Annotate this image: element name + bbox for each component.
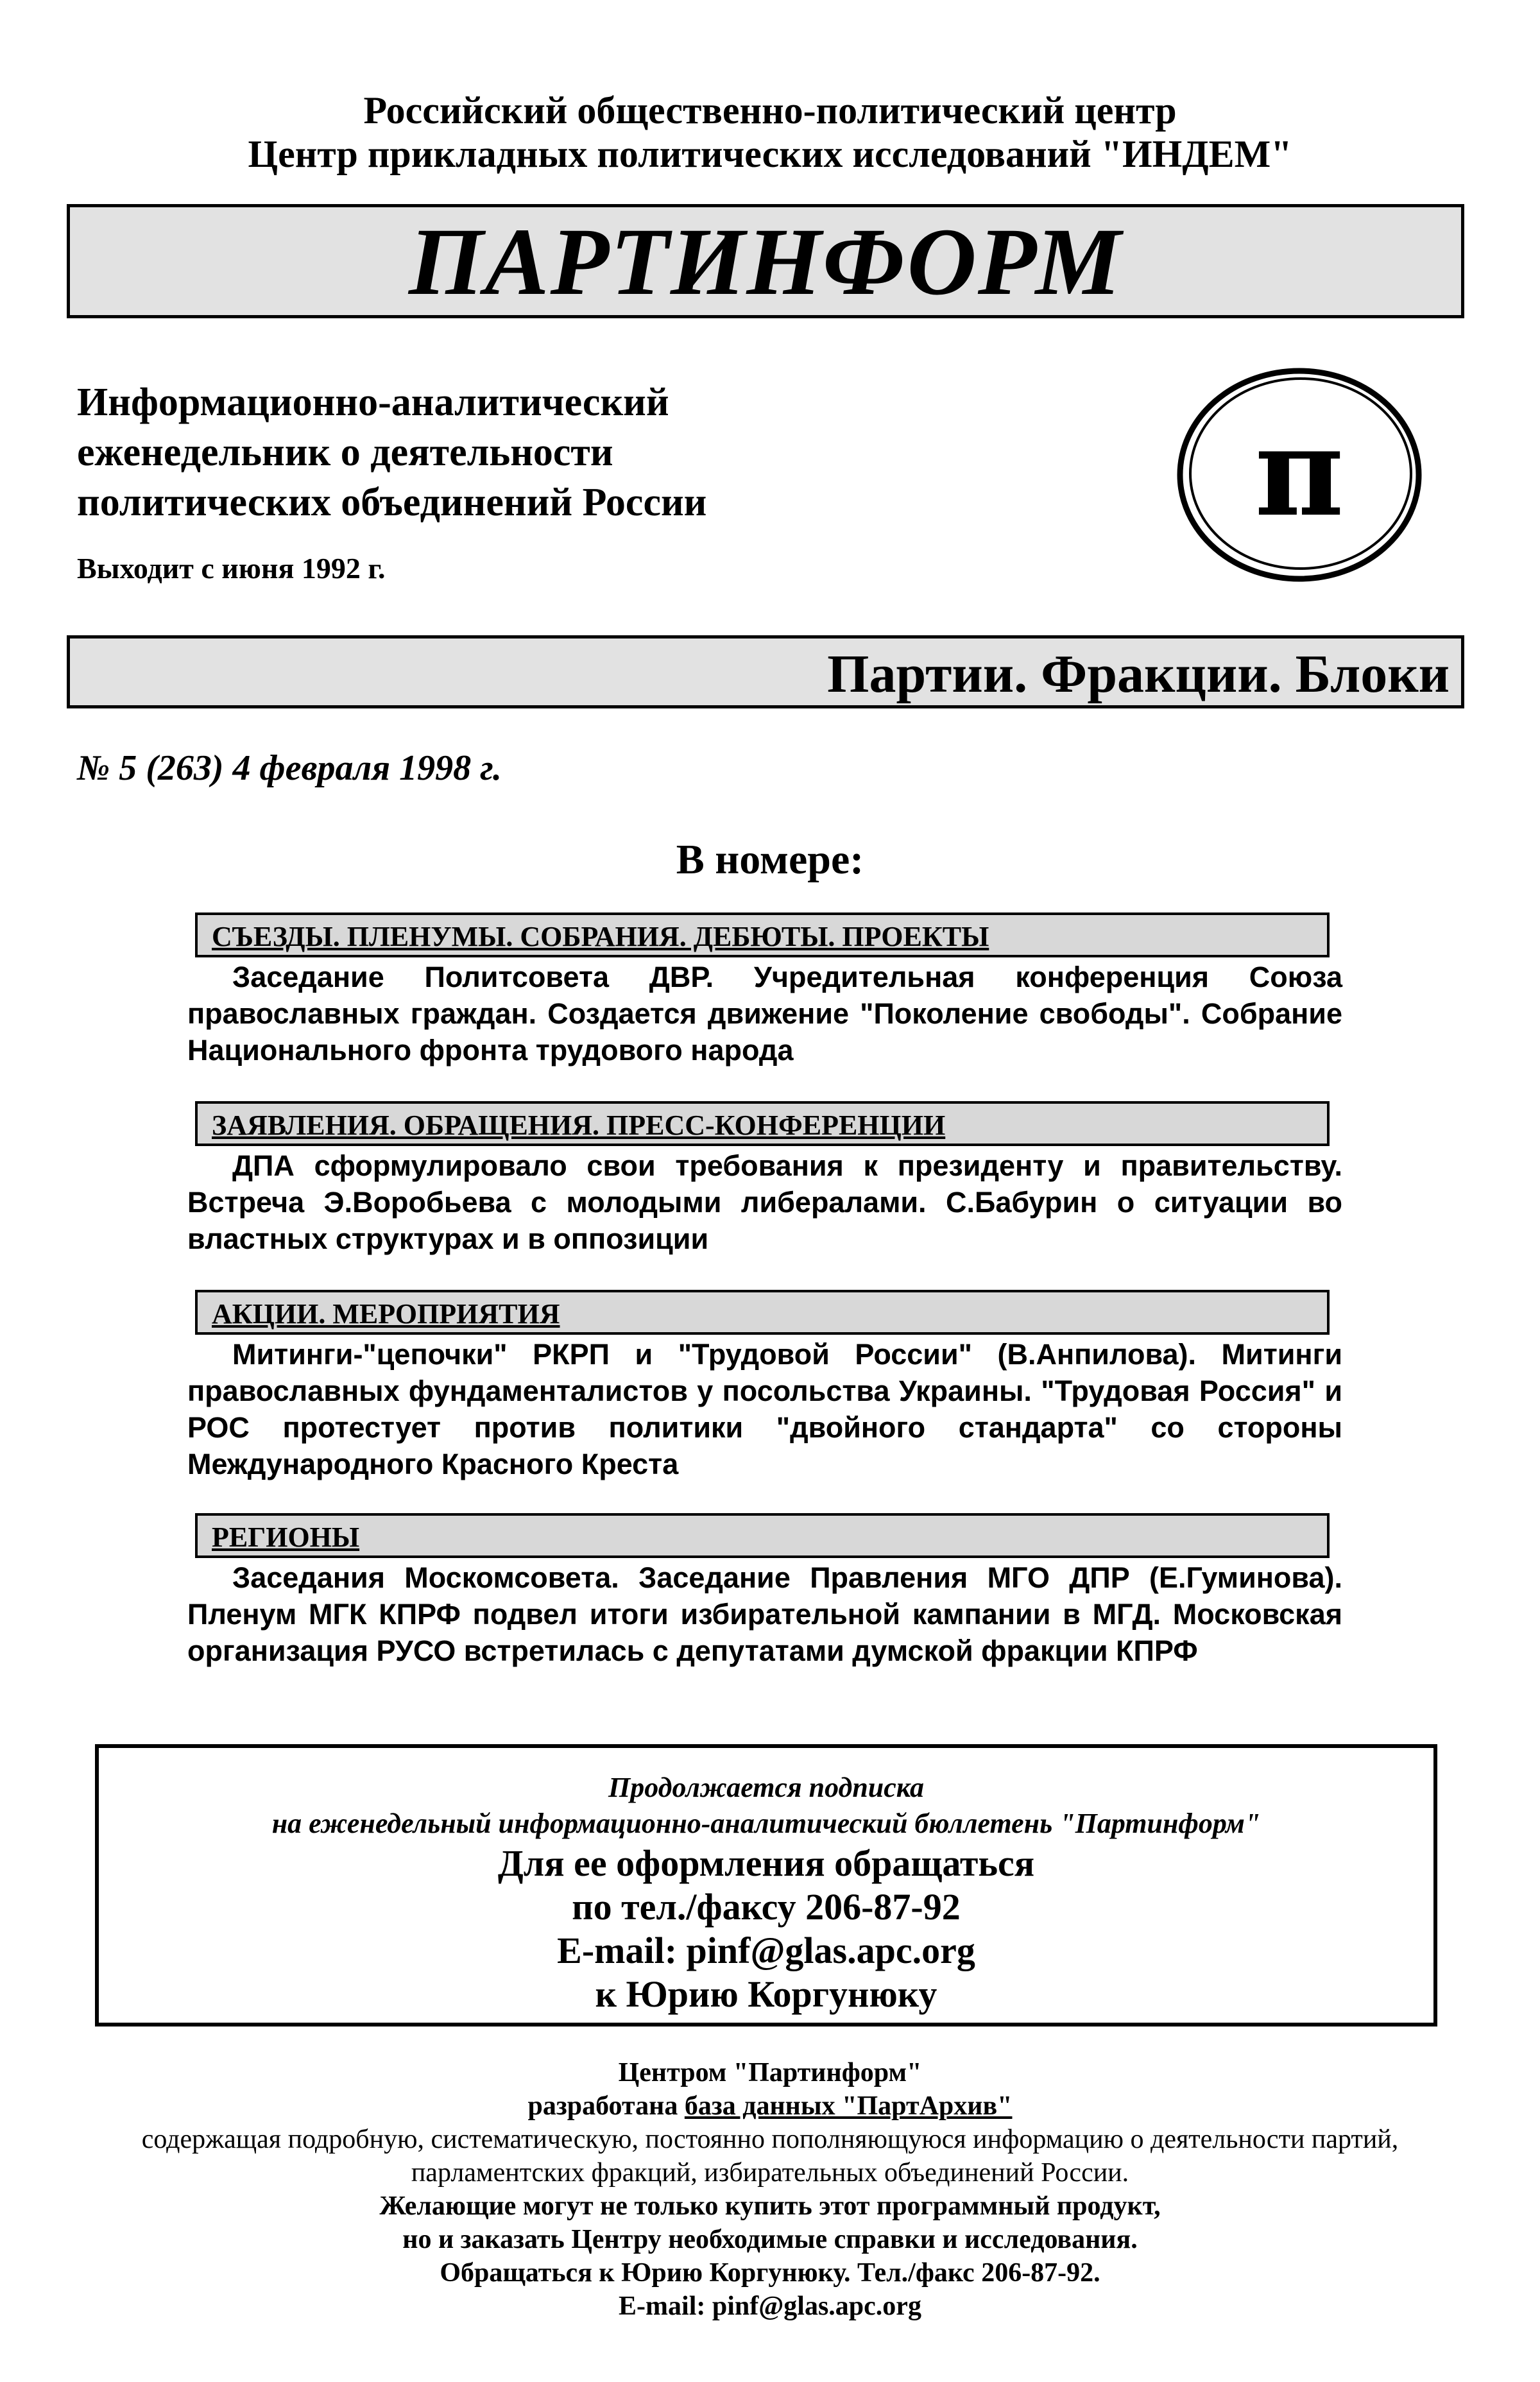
section-title: РЕГИОНЫ	[212, 1521, 360, 1553]
subscription-line: Для ее оформления обращаться	[497, 1842, 1035, 1884]
subscription-email: E-mail: pinf@glas.apc.org	[557, 1930, 975, 1971]
section-header	[195, 1513, 1330, 1558]
masthead-box	[67, 204, 1464, 318]
subscription-phone: по тел./факсу 206-87-92	[572, 1886, 961, 1928]
footer-email: E-mail: pinf@glas.apc.org	[619, 2292, 921, 2321]
footer	[0, 2056, 1540, 2323]
footer-line: парламентских фракций, избирательных объединений России.	[411, 2158, 1129, 2188]
footer-line: Центром "Партинформ"	[618, 2058, 922, 2087]
description-line: Информационно-аналитический	[77, 381, 669, 424]
since-date: Выходит с июня 1992 г.	[77, 552, 386, 585]
masthead-title: ПАРТИНФОРМ	[408, 209, 1123, 315]
subscription-line: Продолжается подписка	[608, 1772, 925, 1803]
section-header	[195, 1101, 1330, 1146]
pi-logo-icon	[1174, 366, 1425, 584]
footer-line: содержащая подробную, систематическую, постоянно пополняющуюся информацию о деятельности партий,	[141, 2125, 1399, 2154]
section-summary: ДПА сформулировало свои требования к президенту и правительству. Встреча Э.Воробьева с молодыми либералами. С.Бабурин о ситуации во властных структурах и в оппозиции	[187, 1149, 1342, 1255]
description-line: еженедельник о деятельности	[77, 431, 613, 474]
subscription-line: на еженедельный информационно-аналитический бюллетень "Партинформ"	[271, 1808, 1261, 1839]
publication-description	[77, 377, 706, 527]
footer-line	[0, 2089, 1540, 2123]
section-title: ЗАЯВЛЕНИЯ. ОБРАЩЕНИЯ. ПРЕСС-КОНФЕРЕНЦИИ	[212, 1110, 946, 1141]
footer-line: но и заказать Центру необходимые справки и исследования.	[402, 2225, 1138, 2254]
section-title: СЪЕЗДЫ. ПЛЕНУМЫ. СОБРАНИЯ. ДЕБЮТЫ. ПРОЕКТЫ	[212, 921, 989, 952]
banner-text: Партии. Фракции. Блоки	[827, 644, 1450, 704]
section-header	[195, 913, 1330, 957]
section-title: АКЦИИ. МЕРОПРИЯТИЯ	[212, 1298, 560, 1330]
category-banner	[67, 635, 1464, 708]
footer-line: Обращаться к Юрию Коргунюку. Тел./факс 206-87-92.	[440, 2258, 1100, 2288]
database-link[interactable]: база данных "ПартАрхив"	[684, 2091, 1013, 2121]
subscription-box	[95, 1744, 1437, 2026]
section-summary: Заседание Политсовета ДВР. Учредительная конференция Союза православных граждан. Создается движение "Поколение свободы". Собрание Национального фронта трудового народа	[187, 961, 1342, 1067]
contents-heading: В номере:	[676, 836, 864, 883]
issue-number-date: № 5 (263) 4 февраля 1998 г.	[77, 748, 502, 788]
footer-line: Желающие могут не только купить этот программный продукт,	[379, 2191, 1161, 2221]
subscription-contact: к Юрию Коргунюку	[595, 1973, 937, 2015]
section-summary: Митинги-"цепочки" РКРП и "Трудовой России" (В.Анпилова). Митинги православных фундаменталистов у посольства Украины. "Трудовая Россия" и РОС протестует против политики "двойного стандарта" со стороны Международного Красного Креста	[187, 1338, 1342, 1480]
pi-glyph: π	[1254, 400, 1344, 544]
center-name: Центр прикладных политических исследований "ИНДЕМ"	[248, 133, 1292, 175]
footer-text: разработана	[527, 2091, 685, 2121]
section-header	[195, 1290, 1330, 1335]
publisher-name: Российский общественно-политический центр	[363, 89, 1177, 132]
description-line: политических объединений России	[77, 481, 707, 524]
section-summary: Заседания Москомсовета. Заседание Правления МГО ДПР (Е.Гуминова). Пленум МГК КПРФ подвел итоги избирательной кампании в МГД. Московская организация РУСО встретилась с депутатами думской фракции КПРФ	[187, 1561, 1342, 1667]
